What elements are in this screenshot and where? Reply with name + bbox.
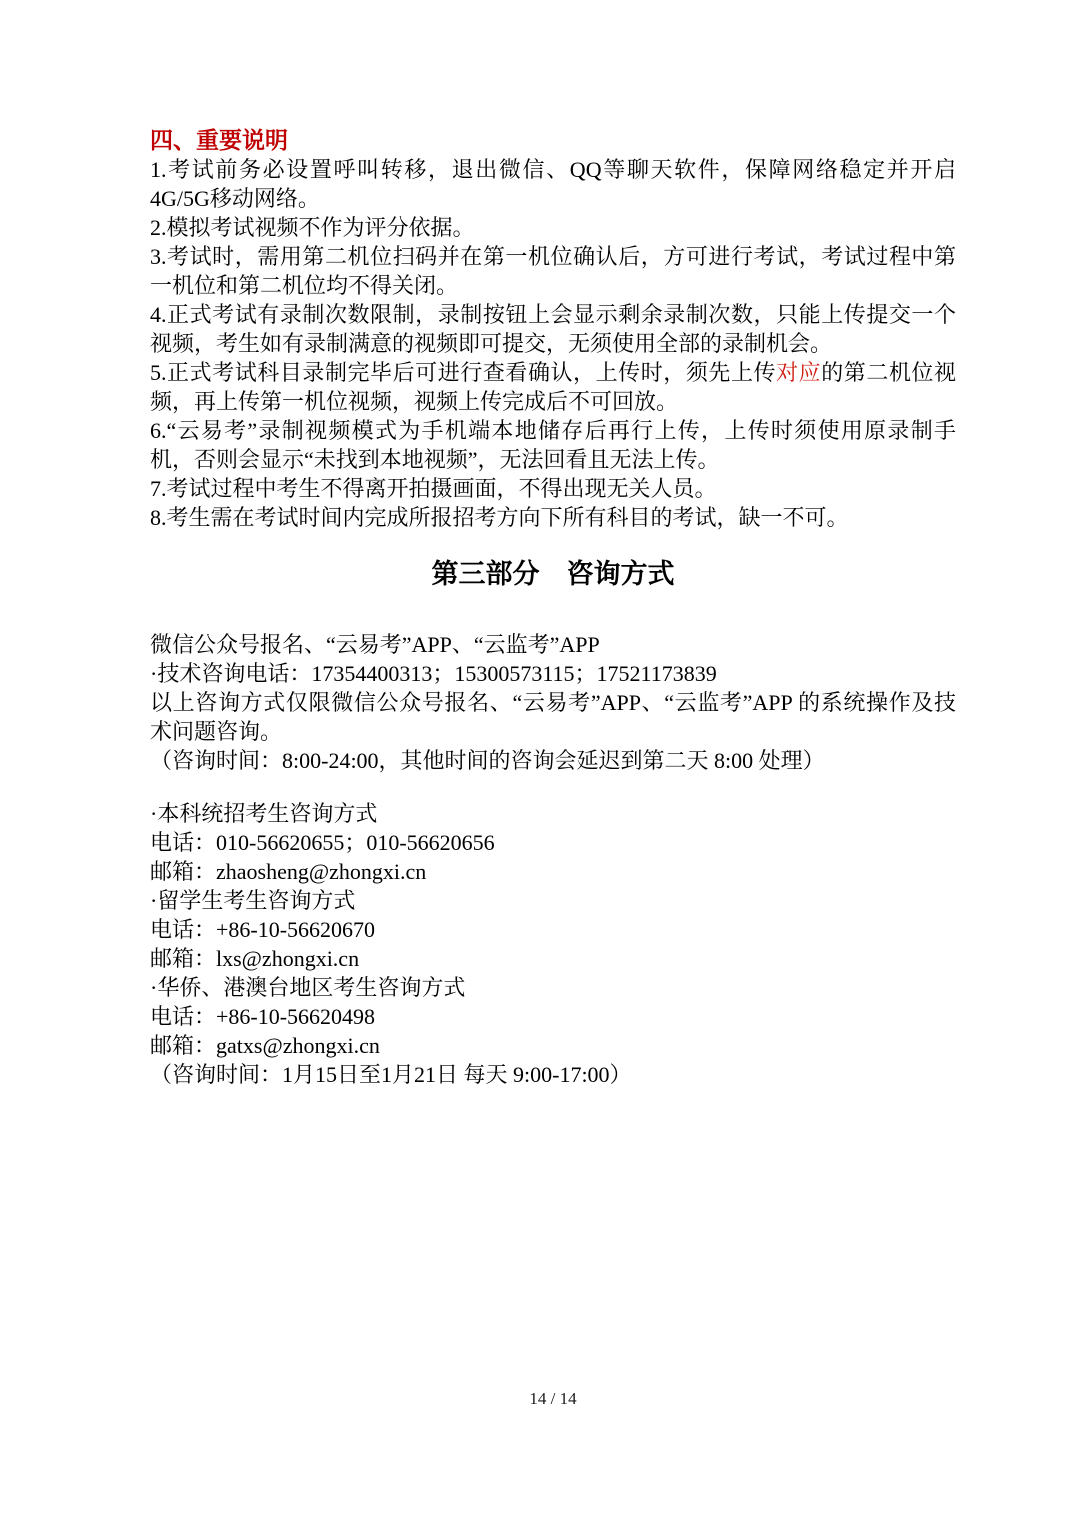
contact-hours-note: （咨询时间：1月15日至1月21日 每天 9:00-17:00） [150, 1062, 632, 1087]
consult-hours-note: （咨询时间：8:00-24:00，其他时间的咨询会延迟到第二天 8:00 处理） [150, 748, 825, 773]
contact-block [150, 799, 956, 1089]
contact-intl-student-title: ·留学生考生咨询方式 [150, 888, 356, 913]
note-item-4: 4.正式考试有录制次数限制，录制按钮上会显示剩余录制次数，只能上传提交一个视频，考生如有录制满意的视频即可提交，无须使用全部的录制机会。 [150, 302, 956, 356]
part-three-heading: 第三部分 咨询方式 [431, 559, 675, 589]
note-item-5 [150, 358, 956, 416]
note-item-8: 8.考生需在考试时间内完成所报招考方向下所有科目的考试，缺一不可。 [150, 505, 849, 530]
note-item-2: 2.模拟考试视频不作为评分依据。 [150, 215, 475, 240]
page-content [150, 126, 956, 1089]
consult-scope-note: 以上咨询方式仅限微信公众号报名、“云易考”APP、“云监考”APP 的系统操作及技术问题咨询。 [150, 690, 956, 744]
section-heading-important-notes: 四、重要说明 [150, 127, 288, 153]
contact-intl-student-phone: 电话：+86-10-56620670 [150, 917, 376, 942]
consult-tech-phone-line: ·技术咨询电话：17354400313；15300573115；17521173839 [150, 661, 717, 686]
contact-intl-student-email: 邮箱：lxs@zhongxi.cn [150, 946, 360, 971]
contact-hmt-title: ·华侨、港澳台地区考生咨询方式 [150, 975, 466, 1000]
note-item-5-text-before: 5.正式考试科目录制完毕后可进行查看确认，上传时，须先上传 [150, 360, 777, 385]
note-item-1: 1.考试前务必设置呼叫转移，退出微信、QQ等聊天软件，保障网络稳定并开启4G/5G移动网络。 [150, 157, 956, 211]
contact-hmt-email: 邮箱：gatxs@zhongxi.cn [150, 1033, 380, 1058]
contact-undergrad-phone: 电话：010-56620655；010-56620656 [150, 830, 495, 855]
contact-undergrad-title: ·本科统招考生咨询方式 [150, 801, 378, 826]
note-item-5-highlight: 对应 [776, 360, 822, 385]
contact-hmt-phone: 电话：+86-10-56620498 [150, 1004, 376, 1029]
consult-intro-channels: 微信公众号报名、“云易考”APP、“云监考”APP [150, 632, 600, 657]
contact-undergrad-email: 邮箱：zhaosheng@zhongxi.cn [150, 859, 427, 884]
note-item-6: 6.“云易考”录制视频模式为手机端本地储存后再行上传，上传时须使用原录制手机，否则会显示“未找到本地视频”，无法回看且无法上传。 [150, 418, 956, 472]
note-item-7: 7.考试过程中考生不得离开拍摄画面，不得出现无关人员。 [150, 476, 717, 501]
page-number: 14 / 14 [529, 1389, 577, 1408]
note-item-3: 3.考试时，需用第二机位扫码并在第一机位确认后，方可进行考试，考试过程中第一机位和第二机位均不得关闭。 [150, 244, 956, 298]
note-item-5-text-after: 的第二机位视频，再上传第一机位视频，视频上传完成后不可回放。 [150, 360, 956, 414]
